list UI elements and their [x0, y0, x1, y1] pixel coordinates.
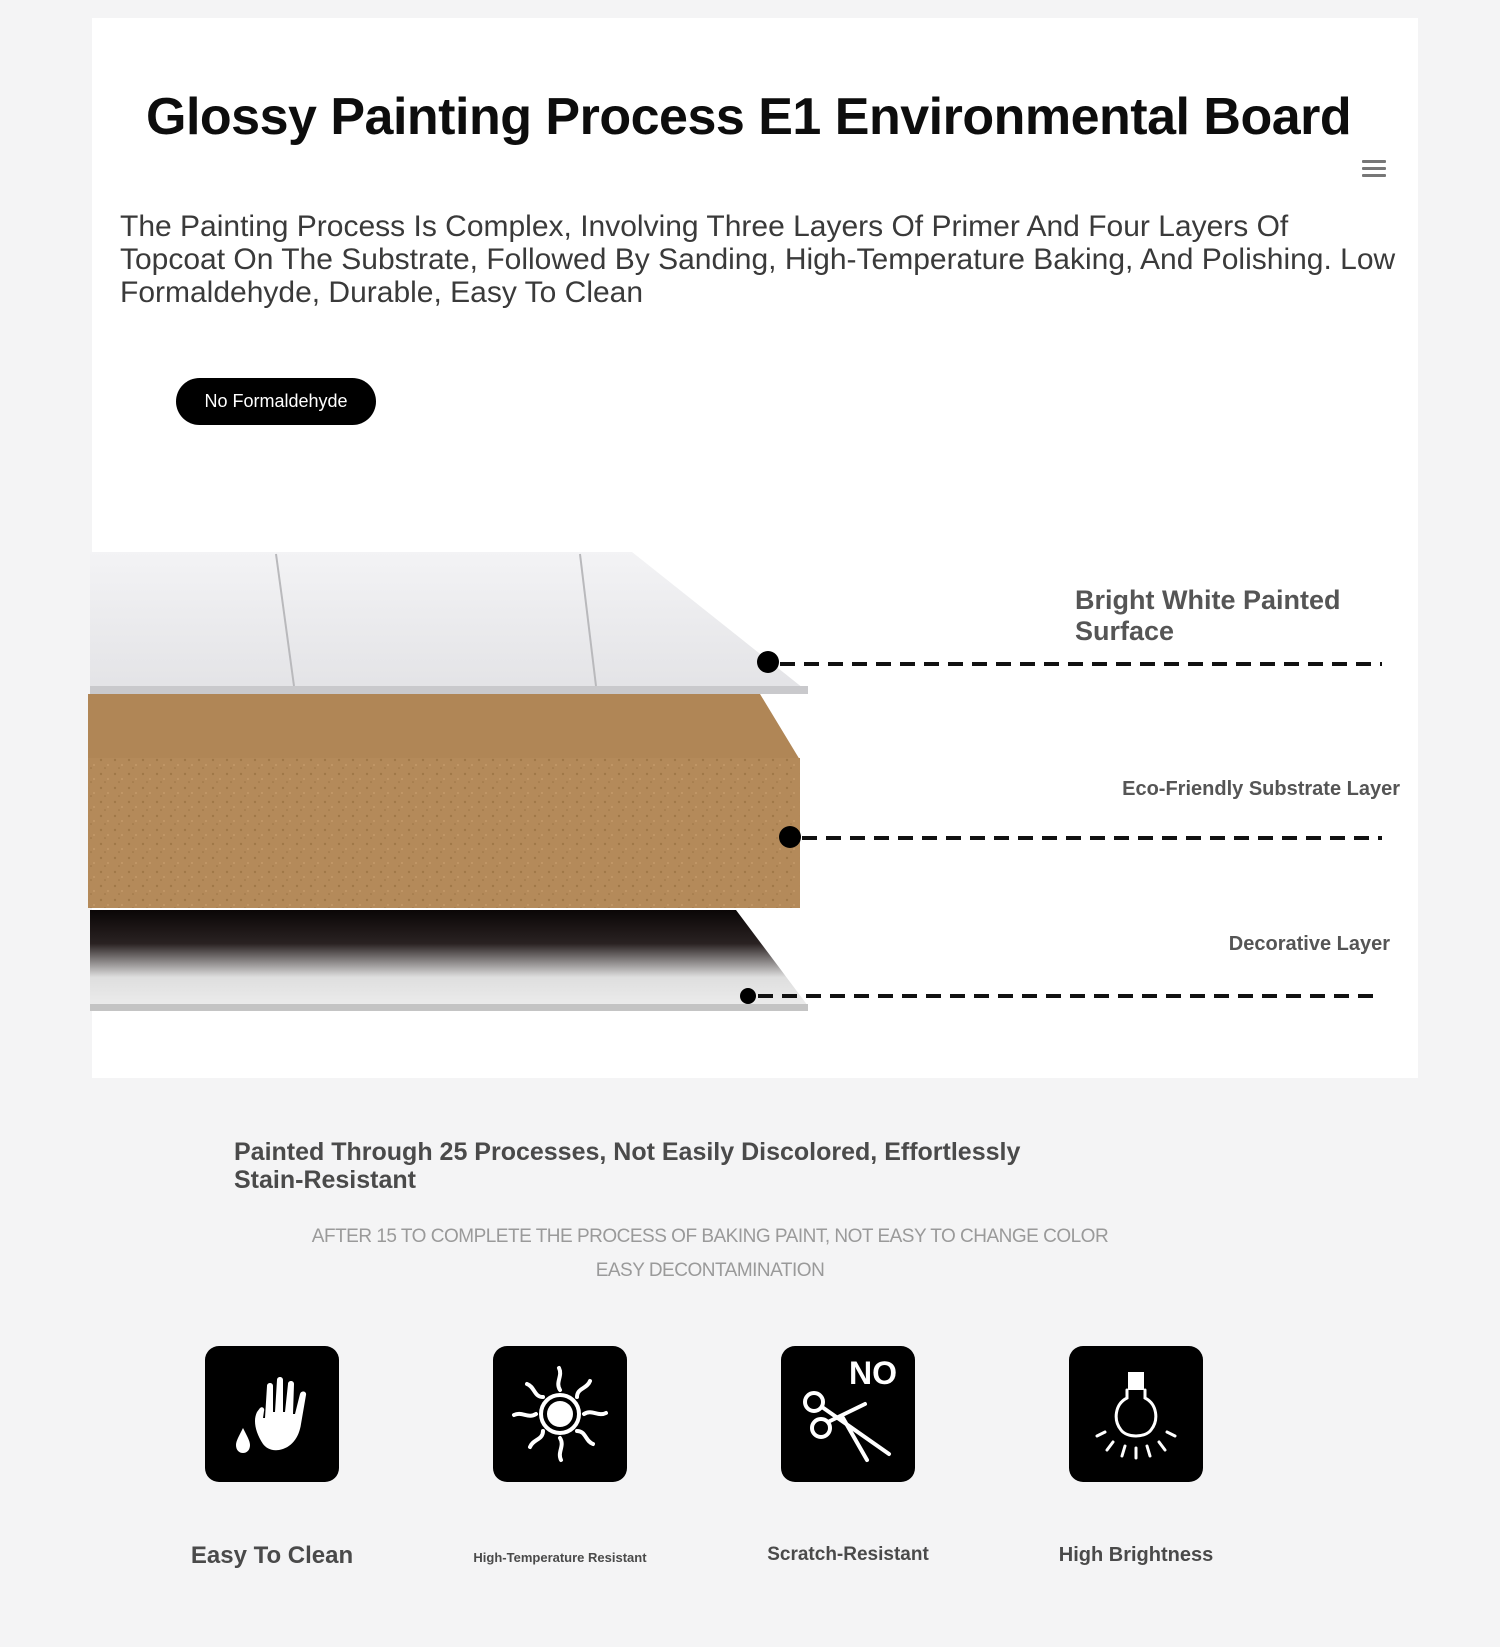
surface-layer-label: Bright White Painted Surface — [1075, 585, 1341, 646]
feature-label: High-Temperature Resistant — [473, 1550, 647, 1565]
hand-water-icon — [205, 1346, 339, 1482]
feature-label: Scratch-Resistant — [767, 1544, 929, 1565]
no-text: NO — [849, 1355, 897, 1391]
caption-line-2: EASY DECONTAMINATION — [595, 1260, 825, 1281]
feature-label: Easy To Clean — [190, 1542, 354, 1569]
decorative-layer — [90, 910, 808, 1011]
menu-icon[interactable] — [1362, 160, 1386, 182]
substrate-layer-label: Eco-Friendly Substrate Layer — [1122, 778, 1400, 800]
feature-easy-to-clean — [142, 1346, 402, 1569]
feature-high-temperature-resistant — [430, 1346, 690, 1565]
light-bulb-icon — [1069, 1346, 1203, 1482]
feature-high-brightness — [1006, 1346, 1266, 1566]
feature-tile — [781, 1346, 915, 1482]
feature-tile — [205, 1346, 339, 1482]
feature-scratch-resistant — [718, 1346, 978, 1565]
white-surface-layer — [90, 552, 808, 694]
decorative-layer-label: Decorative Layer — [1228, 933, 1390, 955]
scissors-no-icon — [781, 1346, 915, 1482]
feature-label: High Brightness — [1058, 1544, 1214, 1566]
section-caption — [300, 1220, 1120, 1288]
sun-icon — [493, 1346, 627, 1482]
feature-tile — [1069, 1346, 1203, 1482]
caption-line-1: AFTER 15 TO COMPLETE THE PROCESS OF BAKING PAINT, NOT EASY TO CHANGE COLOR — [311, 1226, 1109, 1247]
page-title: Glossy Painting Process E1 Environmental Board — [146, 88, 1352, 146]
intro-text: The Painting Process Is Complex, Involving Three Layers Of Primer And Four Layers Of Topcoat On The Substrate, Followed By Sanding, High-Temperature Baking, And Polishing. Low Formaldehyde, Durable, Easy To Clean — [120, 210, 1396, 309]
section-heading: Painted Through 25 Processes, Not Easily Discolored, Effortlessly Stain-Resistant — [234, 1138, 1021, 1194]
feature-tile — [493, 1346, 627, 1482]
no-formaldehyde-badge: No Formaldehyde — [176, 378, 376, 425]
substrate-layer — [88, 694, 800, 908]
